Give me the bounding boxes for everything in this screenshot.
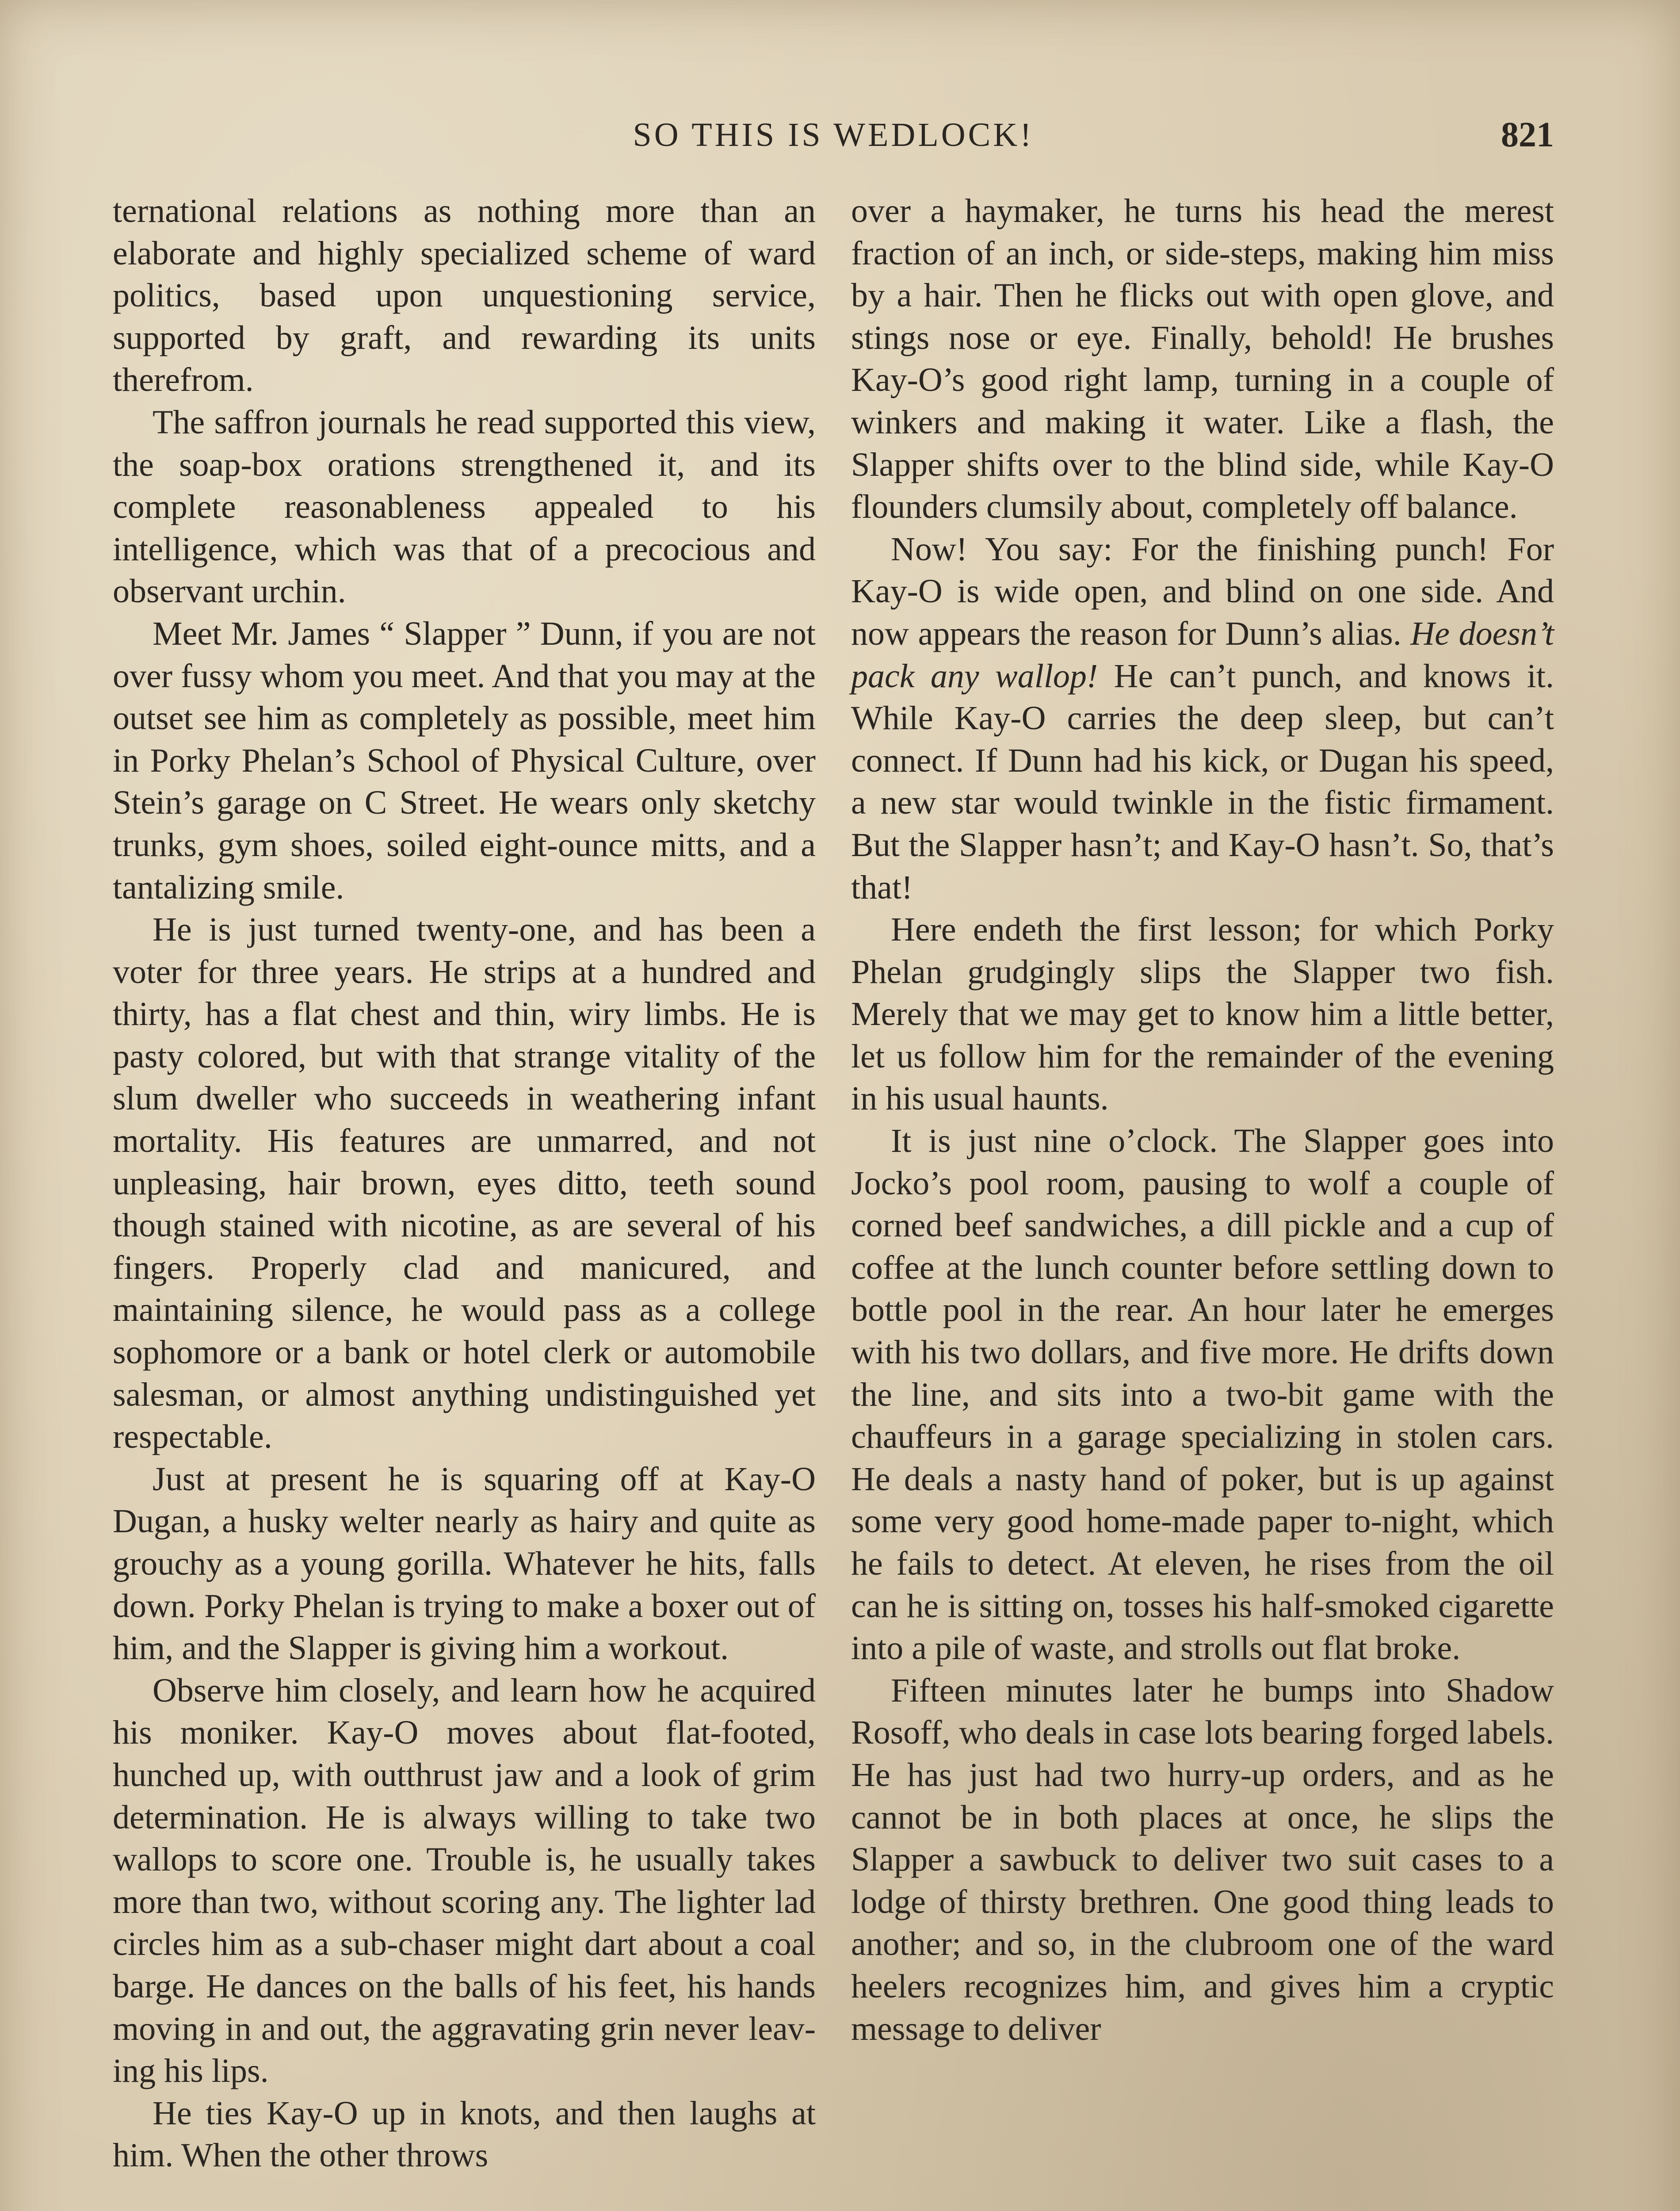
paragraph-text: Now! You say: For the finishing punch! For Kay-O is wide open, and blind on one side. And now appears the reason for Dunn’s alias.: [851, 530, 1554, 652]
left-column: [113, 190, 816, 2177]
running-header: [113, 111, 1554, 159]
paragraph: over a haymaker, he turns his head the merest fraction of an inch, or side-steps, making him miss by a hair. Then he flicks out with open glove, and stings nose or eye. Finally, behold! He brushes Kay-O’s good right lamp, turning in a couple of winkers and making it water. Like a flash, the Slapper shifts over to the blind side, while Kay-O flounders clumsily about, completely off balance.: [851, 192, 1554, 526]
paragraph: Here endeth the first lesson; for which Porky Phelan grudgingly slips the Slapper two fish. Merely that we may get to know him a little better, let us follow him for the remainder of the evening in his usual haunts.: [851, 911, 1554, 1117]
paragraph-text: He can’t punch, and knows it. While Kay-O carries the deep sleep, but can’t connect. If Dunn had his kick, or Dugan his speed, a new star would twinkle in the fistic firmament. But the Slapper hasn’t; and Kay-O hasn’t. So, that’s that!: [851, 657, 1554, 906]
paragraph: It is just nine o’clock. The Slapper goes into Jocko’s pool room, pausing to wolf a couple of corned beef sandwiches, a dill pickle and a cup of coffee at the lunch counter before settling down to bottle pool in the rear. An hour later he emerges with his two dollars, and five more. He drifts down the line, and sits into a two-bit game with the chauffeurs in a garage specializing in stolen cars. He deals a nasty hand of poker, but is up against some very good home-made paper to-night, which he fails to detect. At eleven, he rises from the oil can he is sitting on, tosses his half-smoked cigarette into a pile of waste, and strolls out flat broke.: [851, 1122, 1554, 1667]
paragraph: Meet Mr. James “ Slapper ” Dunn, if you are not over fussy whom you meet. And that you may at the outset see him as completely as possible, meet him in Porky Phelan’s School of Physical Culture, over Stein’s garage on C Street. He wears only sketchy trunks, gym shoes, soiled eight-ounce mitts, and a tantalizing smile.: [113, 615, 816, 906]
paragraph: [851, 528, 1554, 909]
paragraph: ternational relations as nothing more than an elaborate and highly specialized scheme of ward politics, based upon unquestioning service, supported by graft, and rewarding its units therefrom.: [113, 192, 816, 399]
paragraph: Just at present he is squaring off at Kay-O Dugan, a husky welter nearly as hairy and quite as grouchy as a young gorilla. Whatever he hits, falls down. Porky Phelan is trying to make a boxer out of him, and the Slapper is giving him a workout.: [113, 1460, 816, 1667]
paragraph: He is just turned twenty-one, and has been a voter for three years. He strips at a hundred and thirty, has a flat chest and thin, wiry limbs. He is pasty colored, but with that strange vitality of the slum dweller who succeeds in weathering infant mortality. His features are unmarred, and not unpleasing, hair brown, eyes ditto, teeth sound though stained with nicotine, as are several of his fingers. Properly clad and manicured, and maintaining silence, he would pass as a college sophomore or a bank or hotel clerk or automobile salesman, or almost anything undistinguished yet respectable.: [113, 911, 816, 1456]
paragraph: The saffron journals he read supported this view, the soap-box orations strengthened it, and its complete reasonableness appealed to his intelligence, which was that of a precocious and observant urchin.: [113, 403, 816, 610]
running-title: SO THIS IS WEDLOCK!: [633, 116, 1034, 153]
page-number: 821: [1501, 115, 1554, 154]
right-column: [851, 190, 1554, 2050]
paragraph: Fifteen minutes later he bumps into Shadow Rosoff, who deals in case lots bearing forged labels. He has just had two hurry-up orders, and as he cannot be in both places at once, he slips the Slapper a sawbuck to deliver two suit cases to a lodge of thirsty brethren. One good thing leads to another; and so, in the clubroom one of the ward heelers recognizes him, and gives him a cryptic message to deliver: [851, 1672, 1554, 2047]
paragraph: Observe him closely, and learn how he acquired his moniker. Kay-O moves about flat-footed, hunched up, with outthrust jaw and a look of grim determination. He is always willing to take two wallops to score one. Trouble is, he usually takes more than two, without scoring any. The lighter lad circles him as a sub-chaser might dart about a coal barge. He dances on the balls of his feet, his hands moving in and out, the aggravating grin never leaving his lips.: [113, 1672, 816, 2090]
italic-phrase: He doesn’t pack any wallop!: [851, 615, 1554, 695]
paragraph: He ties Kay-O up in knots, and then laughs at him. When the other throws: [113, 2094, 816, 2174]
